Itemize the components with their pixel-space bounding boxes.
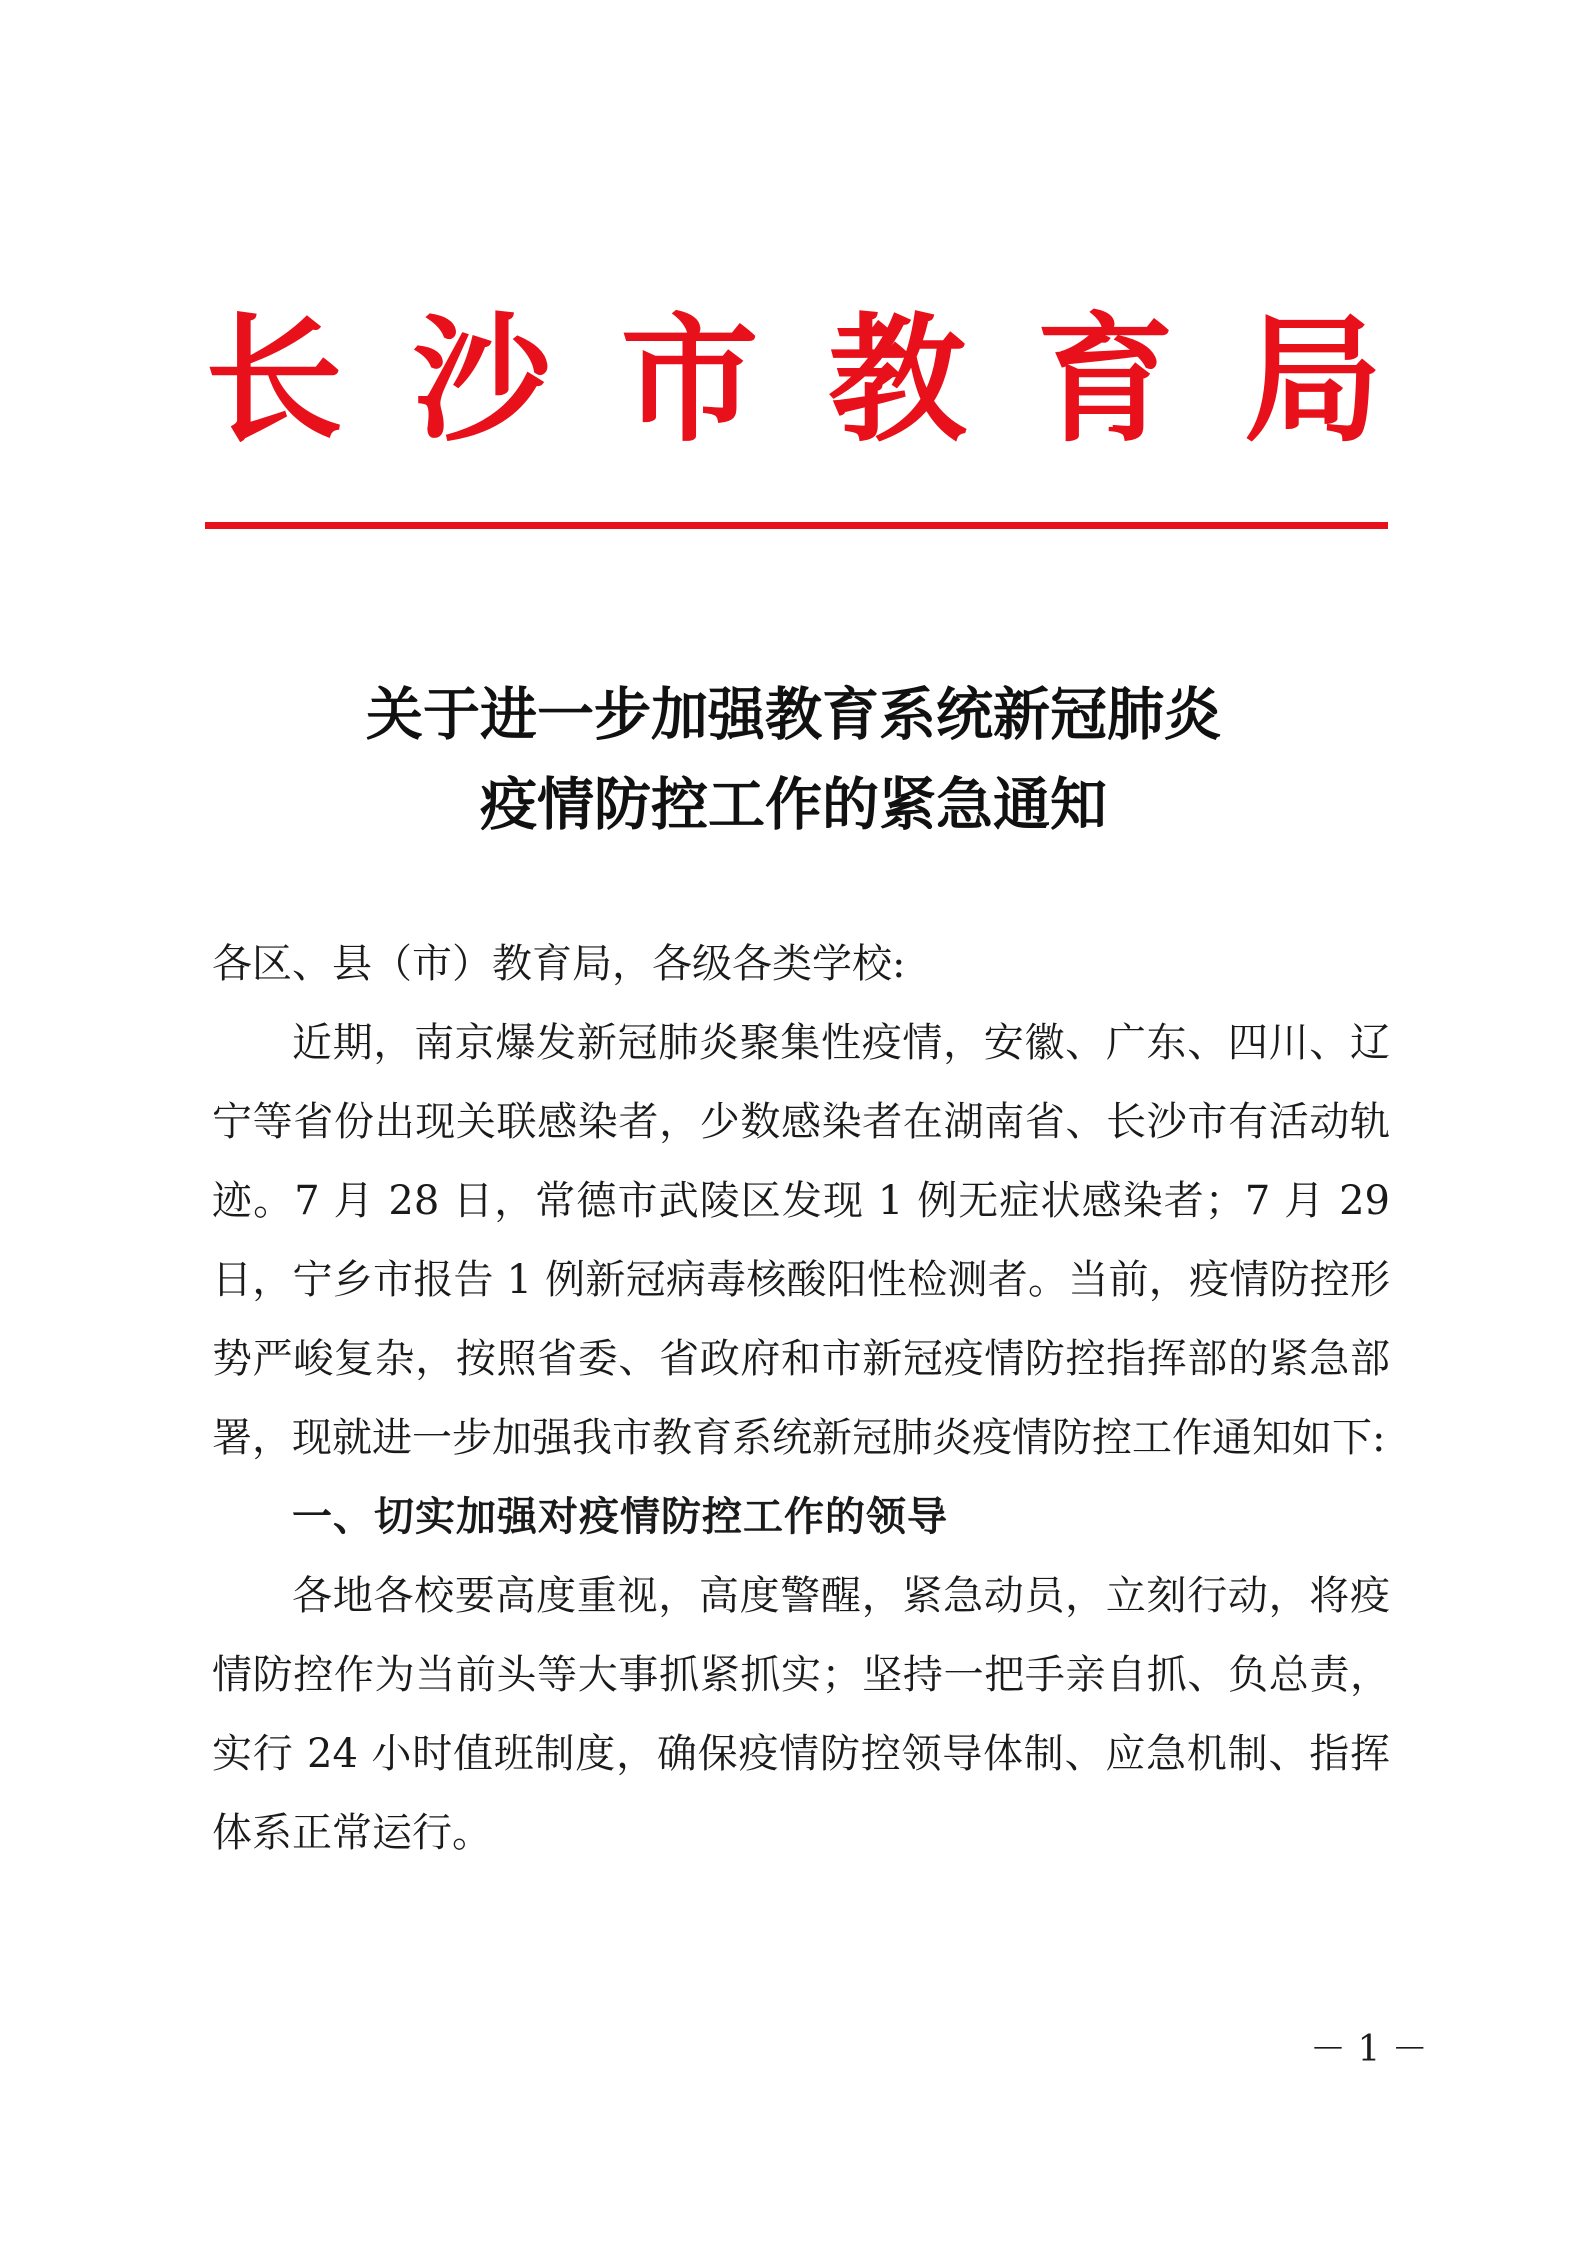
salutation: 各区、县（市）教育局，各级各类学校: (212, 941, 906, 987)
section-1-paragraph: 各地各校要高度重视，高度警醒，紧急动员，立刻行动，将疫情防控作为当前头等大事抓紧抓实；坚持一把手亲自抓、负总责，实行 24 小时值班制度，确保疫情防控领导体制、应急机制、指挥体系正常运行。 (212, 1573, 1390, 1856)
section-1-heading: 一、切实加强对疫情防控工作的领导 (292, 1494, 948, 1540)
document-title-line-1: 关于进一步加强教育系统新冠肺炎 (366, 681, 1221, 748)
red-separator-line (205, 522, 1388, 529)
page-number: － 1 － (1310, 2029, 1428, 2070)
intro-paragraph: 近期，南京爆发新冠肺炎聚集性疫情，安徽、广东、四川、辽宁等省份出现关联感染者，少数感染者在湖南省、长沙市有活动轨迹。7 月 28 日，常德市武陵区发现 1 例无症状感染者；7 月 29 日，宁乡市报告 1 例新冠病毒核酸阳性检测者。当前，疫情防控形势严峻复杂，按照省委、省政府和市新冠疫情防控指挥部的紧急部署，现就进一步加强我市教育系统新冠肺炎疫情防控工作通知如下: (212, 1020, 1390, 1461)
document-body (212, 925, 1390, 1873)
masthead-organization: 长 沙 市 教 育 局 (205, 298, 1382, 461)
document-title-line-2: 疫情防控工作的紧急通知 (480, 771, 1107, 838)
